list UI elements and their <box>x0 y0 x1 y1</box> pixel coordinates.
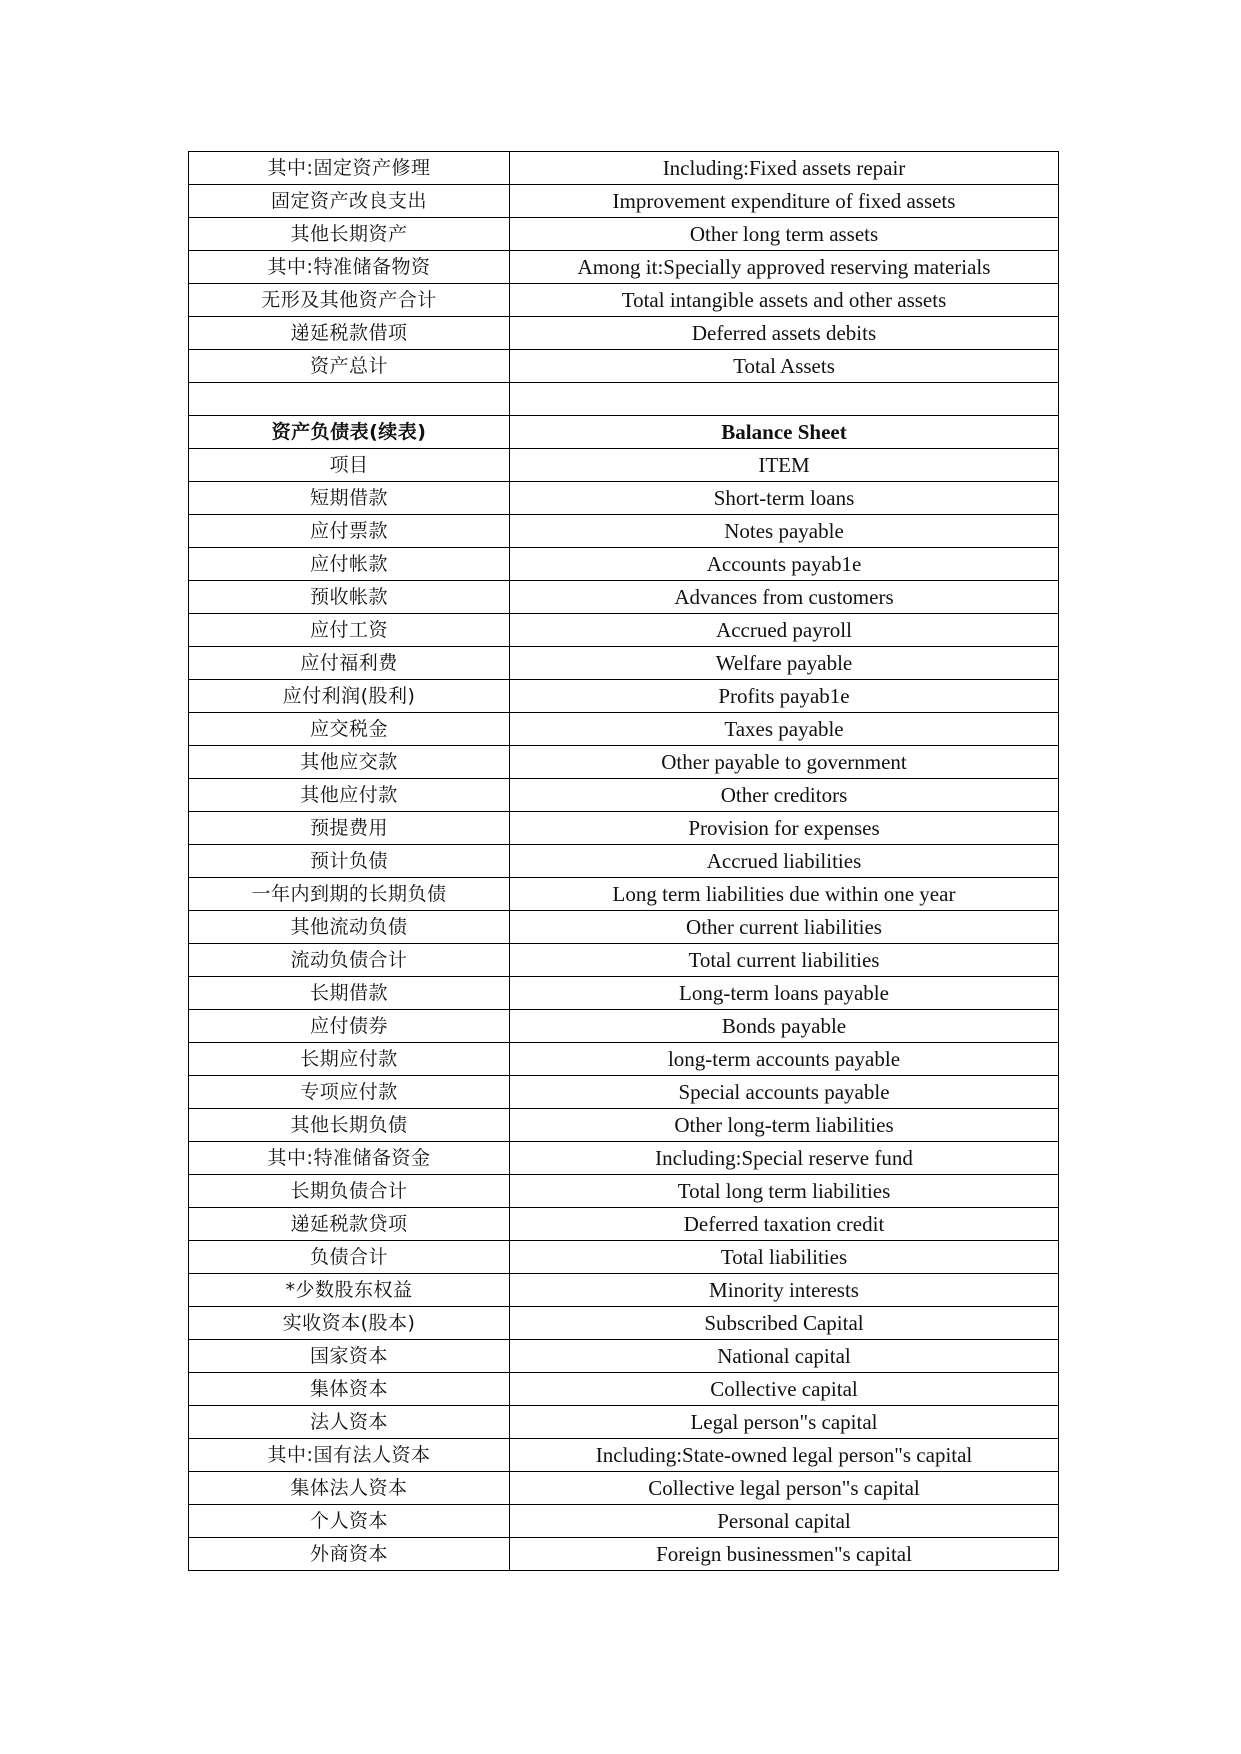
chinese-term-cell: 其他长期负债 <box>189 1109 510 1142</box>
table-row <box>189 350 1059 383</box>
english-term-cell: Balance Sheet <box>510 416 1059 449</box>
english-term-cell: Including:Special reserve fund <box>510 1142 1059 1175</box>
table-row <box>189 218 1059 251</box>
table-row <box>189 185 1059 218</box>
chinese-term-cell: 长期负债合计 <box>189 1175 510 1208</box>
english-term-cell: Improvement expenditure of fixed assets <box>510 185 1059 218</box>
english-term-cell: Profits payab1e <box>510 680 1059 713</box>
english-term-cell: Total Assets <box>510 350 1059 383</box>
english-term-cell: Personal capital <box>510 1505 1059 1538</box>
table-row <box>189 1175 1059 1208</box>
english-term-cell: Total liabilities <box>510 1241 1059 1274</box>
table-row <box>189 449 1059 482</box>
chinese-term-cell: 其他应交款 <box>189 746 510 779</box>
english-term-cell: Other payable to government <box>510 746 1059 779</box>
table-row <box>189 977 1059 1010</box>
table-row <box>189 614 1059 647</box>
table-row <box>189 1340 1059 1373</box>
chinese-term-cell: 资产总计 <box>189 350 510 383</box>
english-term-cell: Long term liabilities due within one year <box>510 878 1059 911</box>
chinese-term-cell: 个人资本 <box>189 1505 510 1538</box>
table-row <box>189 1043 1059 1076</box>
chinese-term-cell: 递延税款贷项 <box>189 1208 510 1241</box>
chinese-term-cell: 集体资本 <box>189 1373 510 1406</box>
english-term-cell: Accounts payab1e <box>510 548 1059 581</box>
chinese-term-cell: 应付票款 <box>189 515 510 548</box>
table-row <box>189 1439 1059 1472</box>
chinese-term-cell: 一年内到期的长期负债 <box>189 878 510 911</box>
chinese-term-cell: 实收资本(股本) <box>189 1307 510 1340</box>
english-term-cell: Other creditors <box>510 779 1059 812</box>
table-row <box>189 548 1059 581</box>
table-row <box>189 1274 1059 1307</box>
table-row <box>189 1142 1059 1175</box>
table-row <box>189 515 1059 548</box>
chinese-term-cell: 国家资本 <box>189 1340 510 1373</box>
chinese-term-cell: 应付利润(股利) <box>189 680 510 713</box>
chinese-term-cell: *少数股东权益 <box>189 1274 510 1307</box>
table-body <box>189 152 1059 1571</box>
chinese-term-cell: 集体法人资本 <box>189 1472 510 1505</box>
chinese-term-cell: 应交税金 <box>189 713 510 746</box>
table-row <box>189 944 1059 977</box>
english-term-cell: Collective legal person"s capital <box>510 1472 1059 1505</box>
chinese-term-cell: 外商资本 <box>189 1538 510 1571</box>
table-row <box>189 1241 1059 1274</box>
chinese-term-cell: 负债合计 <box>189 1241 510 1274</box>
english-term-cell: Accrued payroll <box>510 614 1059 647</box>
english-term-cell: Taxes payable <box>510 713 1059 746</box>
chinese-term-cell: 应付工资 <box>189 614 510 647</box>
english-term-cell: Provision for expenses <box>510 812 1059 845</box>
english-term-cell: Total long term liabilities <box>510 1175 1059 1208</box>
english-term-cell: Other current liabilities <box>510 911 1059 944</box>
chinese-term-cell: 其他流动负债 <box>189 911 510 944</box>
chinese-term-cell: 其中:国有法人资本 <box>189 1439 510 1472</box>
chinese-term-cell: 固定资产改良支出 <box>189 185 510 218</box>
table-row <box>189 1010 1059 1043</box>
english-term-cell: Total current liabilities <box>510 944 1059 977</box>
table-row <box>189 746 1059 779</box>
english-term-cell: Advances from customers <box>510 581 1059 614</box>
table-row <box>189 1208 1059 1241</box>
chinese-term-cell: 流动负债合计 <box>189 944 510 977</box>
english-term-cell: Minority interests <box>510 1274 1059 1307</box>
glossary-table <box>188 151 1059 1571</box>
chinese-term-cell: 其他长期资产 <box>189 218 510 251</box>
table-row <box>189 152 1059 185</box>
english-term-cell: Including:State-owned legal person"s capital <box>510 1439 1059 1472</box>
english-term-cell: Deferred taxation credit <box>510 1208 1059 1241</box>
chinese-term-cell: 应付债券 <box>189 1010 510 1043</box>
english-term-cell: Short-term loans <box>510 482 1059 515</box>
english-term-cell: Collective capital <box>510 1373 1059 1406</box>
table-row <box>189 713 1059 746</box>
table-row <box>189 317 1059 350</box>
chinese-term-cell: 应付帐款 <box>189 548 510 581</box>
chinese-term-cell: 专项应付款 <box>189 1076 510 1109</box>
table-row <box>189 416 1059 449</box>
english-term-cell: Special accounts payable <box>510 1076 1059 1109</box>
table-row <box>189 779 1059 812</box>
table-row <box>189 878 1059 911</box>
chinese-term-cell: 其中:特准储备资金 <box>189 1142 510 1175</box>
english-term-cell: Total intangible assets and other assets <box>510 284 1059 317</box>
chinese-term-cell: 其中:特准储备物资 <box>189 251 510 284</box>
chinese-term-cell: 短期借款 <box>189 482 510 515</box>
english-term-cell: National capital <box>510 1340 1059 1373</box>
table-row <box>189 812 1059 845</box>
chinese-term-cell: 其中:固定资产修理 <box>189 152 510 185</box>
table-row <box>189 845 1059 878</box>
chinese-term-cell: 预提费用 <box>189 812 510 845</box>
chinese-term-cell: 长期借款 <box>189 977 510 1010</box>
english-term-cell: Subscribed Capital <box>510 1307 1059 1340</box>
english-term-cell: Accrued liabilities <box>510 845 1059 878</box>
table-row <box>189 1472 1059 1505</box>
table-row <box>189 911 1059 944</box>
table-row <box>189 1109 1059 1142</box>
english-term-cell: Other long-term liabilities <box>510 1109 1059 1142</box>
english-term-cell: Welfare payable <box>510 647 1059 680</box>
table-row <box>189 1406 1059 1439</box>
table-row <box>189 1538 1059 1571</box>
english-term-cell: long-term accounts payable <box>510 1043 1059 1076</box>
chinese-term-cell: 预收帐款 <box>189 581 510 614</box>
english-term-cell: Other long term assets <box>510 218 1059 251</box>
chinese-term-cell: 长期应付款 <box>189 1043 510 1076</box>
english-term-cell: Legal person"s capital <box>510 1406 1059 1439</box>
table-row <box>189 284 1059 317</box>
table-row <box>189 647 1059 680</box>
english-term-cell: ITEM <box>510 449 1059 482</box>
table-row <box>189 1076 1059 1109</box>
table-row <box>189 581 1059 614</box>
chinese-term-cell: 法人资本 <box>189 1406 510 1439</box>
table-row <box>189 680 1059 713</box>
table-row <box>189 383 1059 416</box>
english-term-cell: Foreign businessmen"s capital <box>510 1538 1059 1571</box>
chinese-term-cell: 其他应付款 <box>189 779 510 812</box>
table-row <box>189 1505 1059 1538</box>
table-row <box>189 482 1059 515</box>
english-term-cell: Including:Fixed assets repair <box>510 152 1059 185</box>
table-row <box>189 251 1059 284</box>
table-row <box>189 1373 1059 1406</box>
chinese-term-cell: 应付福利费 <box>189 647 510 680</box>
chinese-term-cell: 预计负债 <box>189 845 510 878</box>
chinese-term-cell: 资产负债表(续表) <box>189 416 510 449</box>
english-term-cell: Deferred assets debits <box>510 317 1059 350</box>
chinese-term-cell <box>189 383 510 416</box>
english-term-cell: Bonds payable <box>510 1010 1059 1043</box>
english-term-cell: Notes payable <box>510 515 1059 548</box>
chinese-term-cell: 项目 <box>189 449 510 482</box>
table-row <box>189 1307 1059 1340</box>
english-term-cell: Among it:Specially approved reserving materials <box>510 251 1059 284</box>
english-term-cell <box>510 383 1059 416</box>
english-term-cell: Long-term loans payable <box>510 977 1059 1010</box>
chinese-term-cell: 递延税款借项 <box>189 317 510 350</box>
chinese-term-cell: 无形及其他资产合计 <box>189 284 510 317</box>
